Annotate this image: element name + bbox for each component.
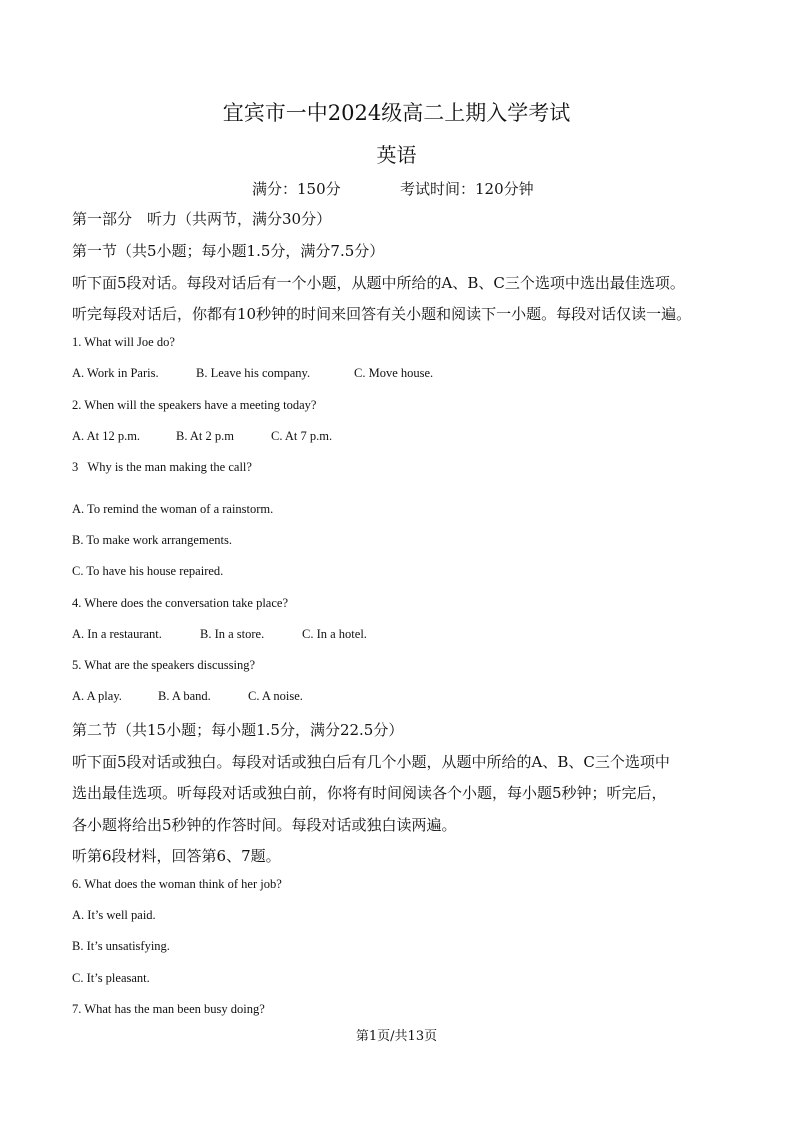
question-5-option-c: C. A noise. — [248, 689, 303, 703]
question-6-stem: 6. What does the woman think of her job? — [72, 877, 282, 891]
section2-instruction-3: 各小题将给出5秒钟的作答时间。每段对话或独白读两遍。 — [72, 816, 457, 834]
question-2-option-c: C. At 7 p.m. — [271, 429, 333, 443]
exam-title: 宜宾市一中2024级高二上期入学考试 — [222, 101, 571, 125]
section2-heading: 第二节（共15小题；每小题1.5分，满分22.5分） — [72, 721, 404, 739]
section1-instruction-1: 听下面5段对话。每段对话后有一个小题，从题中所给的A、B、C三个选项中选出最佳选项。 — [72, 274, 685, 292]
question-3-option-c: C. To have his house repaired. — [72, 564, 224, 578]
question-7-stem: 7. What has the man been busy doing? — [72, 1002, 265, 1016]
full-score: 满分：150分 — [252, 180, 341, 198]
question-6-option-c: C. It’s pleasant. — [72, 971, 150, 985]
question-1-option-a: A. Work in Paris. — [72, 366, 159, 380]
question-4-options — [72, 627, 367, 642]
section1-instruction-2: 听完每段对话后，你都有10秒钟的时间来回答有关小题和阅读下一小题。每段对话仅读一遍。 — [72, 305, 692, 323]
question-1-option-c: C. Move house. — [354, 366, 434, 380]
question-1-option-b: B. Leave his company. — [196, 366, 311, 380]
question-5-options — [72, 689, 303, 704]
question-5-option-a: A. A play. — [72, 689, 122, 703]
question-1-stem: 1. What will Joe do? — [72, 335, 175, 349]
question-4-option-a: A. In a restaurant. — [72, 627, 162, 641]
section1-heading: 第一节（共5小题；每小题1.5分，满分7.5分） — [72, 242, 385, 260]
material-6-heading: 听第6段材料，回答第6、7题。 — [72, 847, 281, 865]
question-2-stem: 2. When will the speakers have a meeting today? — [72, 398, 317, 412]
page-number: 第1页/共13页 — [355, 1029, 438, 1044]
exam-subject: 英语 — [376, 143, 417, 167]
question-5-stem: 5. What are the speakers discussing? — [72, 658, 256, 672]
question-2-option-a: A. At 12 p.m. — [72, 429, 141, 443]
section2-instruction-1: 听下面5段对话或独白。每段对话或独白后有几个小题，从题中所给的A、B、C三个选项中 — [72, 753, 670, 771]
question-4-option-c: C. In a hotel. — [302, 627, 367, 641]
question-3-option-a: A. To remind the woman of a rainstorm. — [72, 502, 274, 516]
exam-time: 考试时间：120分钟 — [400, 180, 534, 198]
part1-heading: 第一部分 听力（共两节，满分30分） — [72, 210, 332, 228]
question-5-option-b: B. A band. — [158, 689, 211, 703]
question-3-option-b: B. To make work arrangements. — [72, 533, 232, 547]
question-6-option-b: B. It’s unsatisfying. — [72, 939, 170, 953]
question-4-option-b: B. In a store. — [200, 627, 265, 641]
question-2-option-b: B. At 2 p.m — [176, 429, 234, 443]
question-3-stem: 3 Why is the man making the call? — [72, 460, 252, 474]
question-2-options — [72, 429, 332, 444]
section2-instruction-2: 选出最佳选项。听每段对话或独白前，你将有时间阅读各个小题，每小题5秒钟；听完后， — [72, 784, 667, 802]
question-6-option-a: A. It’s well paid. — [72, 908, 156, 922]
question-1-options — [72, 366, 433, 381]
question-4-stem: 4. Where does the conversation take place? — [72, 596, 288, 610]
